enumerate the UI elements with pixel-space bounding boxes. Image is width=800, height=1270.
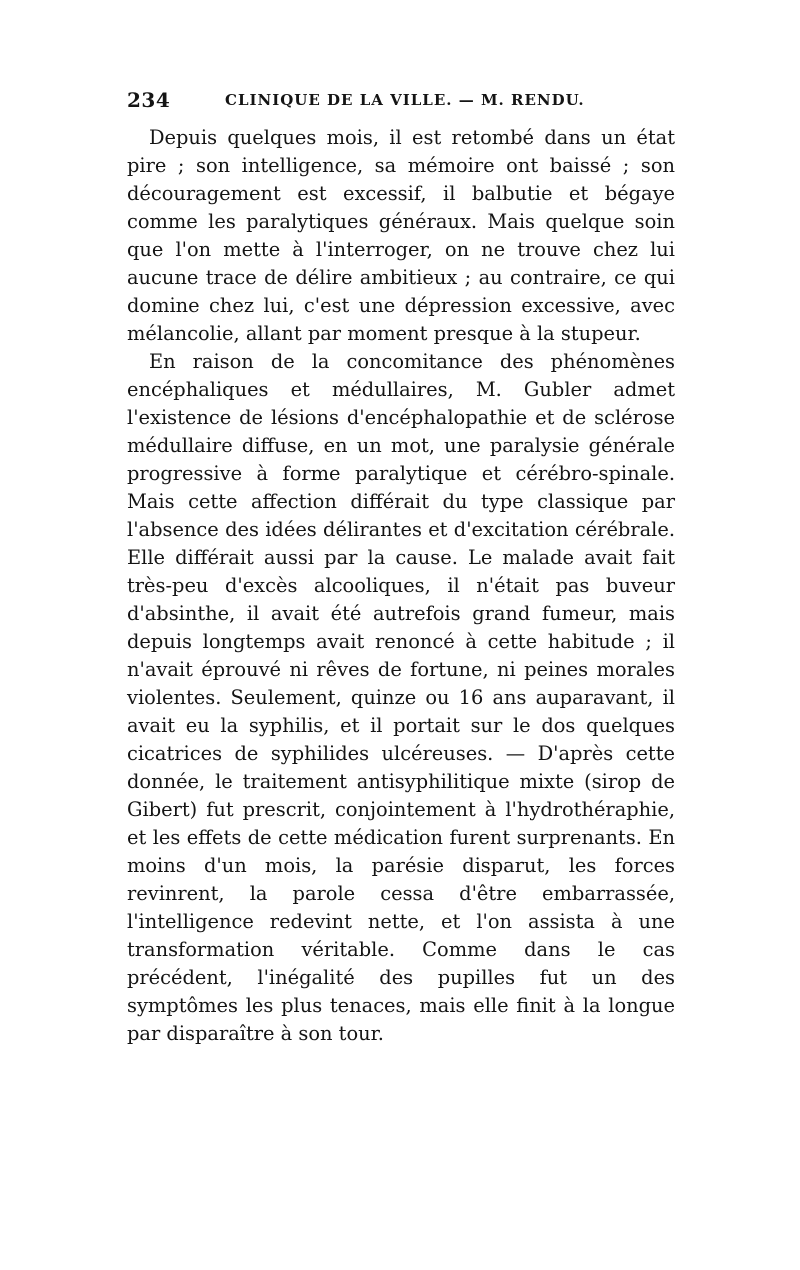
page-number: 234 — [127, 88, 171, 112]
body-text — [127, 124, 675, 1048]
paragraph-2: En raison de la concomitance des phénomènes encéphaliques et médullaires, M. Gubler admet l'existence de lésions d'encéphalopathie et de sclérose médullaire diffuse, en un mot, une paralysie générale progressive à forme paralytique et cérébro-spinale. Mais cette affection différait du type classique par l'absence des idées délirantes et d'excitation cérébrale. Elle différait aussi par la cause. Le malade avait fait très-peu d'excès alcooliques, il n'était pas buveur d'absinthe, il avait été autrefois grand fumeur, mais depuis longtemps avait renoncé à cette habitude ; il n'avait éprouvé ni rêves de fortune, ni peines morales violentes. Seulement, quinze ou 16 ans auparavant, il avait eu la syphilis, et il portait sur le dos quelques cicatrices de syphilides ulcéreuses. — D'après cette donnée, le traitement antisyphilitique mixte (sirop de Gibert) fut prescrit, conjointement à l'hydrothéraphie, et les effets de cette médication furent surprenants. En moins d'un mois, la parésie disparut, les forces revinrent, la parole cessa d'être embarrassée, l'intelligence redevint nette, et l'on assista à une transformation véritable. Comme dans le cas précédent, l'inégalité des pupilles fut un des symptômes les plus tenaces, mais elle finit à la longue par disparaître à son tour. — [127, 350, 675, 1045]
running-head: CLINIQUE DE LA VILLE. — M. RENDU. — [225, 91, 585, 109]
paragraph-1: Depuis quelques mois, il est retombé dans un état pire ; son intelligence, sa mémoire ont baissé ; son découragement est excessif, il balbutie et bégaye comme les paralytiques généraux. Mais quelque soin que l'on mette à l'interroger, on ne trouve chez lui aucune trace de délire ambitieux ; au contraire, ce qui domine chez lui, c'est une dépression excessive, avec mélancolie, allant par moment presque à la stupeur. — [127, 126, 675, 345]
page-header — [127, 88, 687, 116]
